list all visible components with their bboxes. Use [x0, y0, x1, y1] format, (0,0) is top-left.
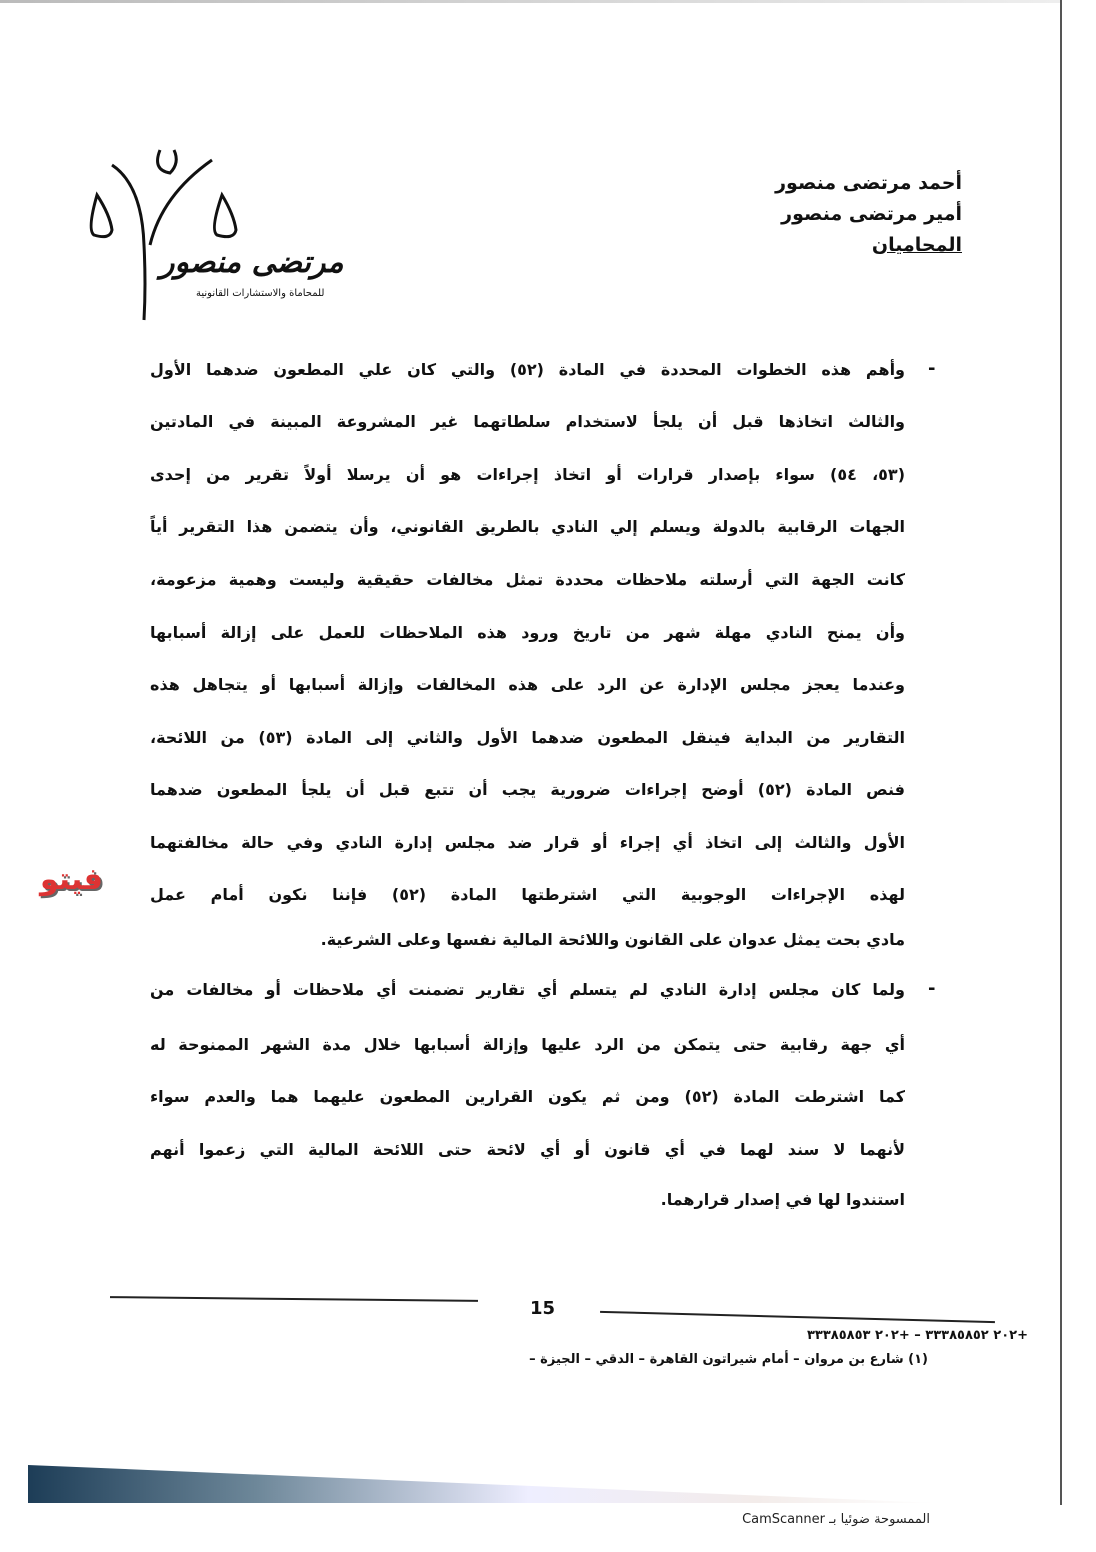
text-line: كانت الجهة التي أرسلته ملاحظات محددة تمثل مخالفات حقيقية وليست وهمية مزعومة، — [150, 570, 905, 589]
text-line: التقارير من البداية فينقل المطعون ضدهما الأول والثاني إلى المادة (٥٣) من اللائحة، — [150, 728, 905, 747]
bullet-dash: - — [928, 358, 936, 379]
text-line: ولما كان مجلس إدارة النادي لم يتسلم أي تقارير تضمنت أي ملاحظات أو مخالفات من — [150, 980, 905, 999]
text-line: وأن يمنح النادي مهلة شهر من تاريخ ورود هذه الملاحظات للعمل على إزالة أسبابها — [150, 623, 905, 642]
camscanner-note: الممسوحة ضوئيا بـ CamScanner — [742, 1512, 930, 1527]
lawyer-name: أحمد مرتضى منصور — [775, 172, 962, 194]
scan-top-edge — [0, 0, 1060, 3]
footer-rule-right — [600, 1311, 995, 1323]
scan-right-edge — [1060, 0, 1062, 1505]
footer-phones: +٢٠٢ ٣٣٣٨٥٨٥٢ – +٢٠٢ ٣٣٣٨٥٨٥٣ — [806, 1328, 1028, 1343]
text-line: الجهات الرقابية بالدولة ويسلم إلي النادي بالطريق القانوني، وأن يتضمن هذا التقرير أياً — [150, 517, 905, 536]
bullet-dash: - — [928, 978, 936, 999]
text-line: والثالث اتخاذها قبل أن يلجأ لاستخدام سلطاتهما غير المشروعة المبينة في المادتين — [150, 412, 905, 431]
lawyers-title: المحاميان — [871, 234, 962, 256]
footer-address — [529, 1324, 1028, 1372]
lawyer-name: أمير مرتضى منصور — [781, 203, 962, 225]
text-line: مادي بحت يمثل عدوان على القانون واللائحة المالية نفسها وعلى الشرعية. — [320, 930, 905, 949]
page-number: 15 — [530, 1298, 556, 1319]
text-line: الأول والثالث إلى اتخاذ أي إجراء أو قرار ضد مجلس إدارة النادي وفي حالة مخالفتهما — [150, 833, 905, 852]
text-line: أي جهة رقابية حتى يتمكن من الرد عليها وإزالة أسبابها خلال مدة الشهر الممنوحة له — [150, 1035, 905, 1054]
lawyer-names — [775, 168, 962, 261]
watermark: فيتو — [40, 862, 103, 897]
logo-subtitle: للمحاماة والاستشارات القانونية — [196, 288, 325, 299]
text-line: وعندما يعجز مجلس الإدارة عن الرد على هذه المخالفات وإزالة أسبابها أو يتجاهل هذه — [150, 675, 905, 694]
text-line: وأهم هذه الخطوات المحددة في المادة (٥٢) والتي كان علي المطعون ضدهما الأول — [150, 360, 905, 379]
footer-rule-left — [110, 1296, 478, 1302]
logo-name: مرتضى منصور — [160, 245, 344, 280]
text-line: لأنهما لا سند لهما في أي قانون أو أي لائحة حتى اللائحة المالية التي زعموا أنهم — [150, 1140, 905, 1159]
text-line: (٥٣، ٥٤) سواء بإصدار قرارات أو اتخاذ إجراءات هو أن يرسلا أولاً تقرير من إحدى — [150, 465, 905, 484]
footer-street: (١) شارع بن مروان – أمام شيراتون القاهرة – الدقي – الجيزة – — [529, 1352, 928, 1367]
scan-shadow — [28, 1465, 938, 1503]
text-line: لهذه الإجراءات الوجوبية التي اشترطتها المادة (٥٢) فإننا نكون أمام عمل — [150, 885, 905, 904]
text-line: فنص المادة (٥٢) أوضح إجراءات ضرورية يجب أن تتبع قبل أن يلجأ المطعون ضدهما — [150, 780, 905, 799]
text-line: استندوا لها في إصدار قرارهما. — [660, 1190, 905, 1209]
text-line: كما اشترطت المادة (٥٢) ومن ثم يكون القرارين المطعون عليهما هما والعدم سواء — [150, 1087, 905, 1106]
